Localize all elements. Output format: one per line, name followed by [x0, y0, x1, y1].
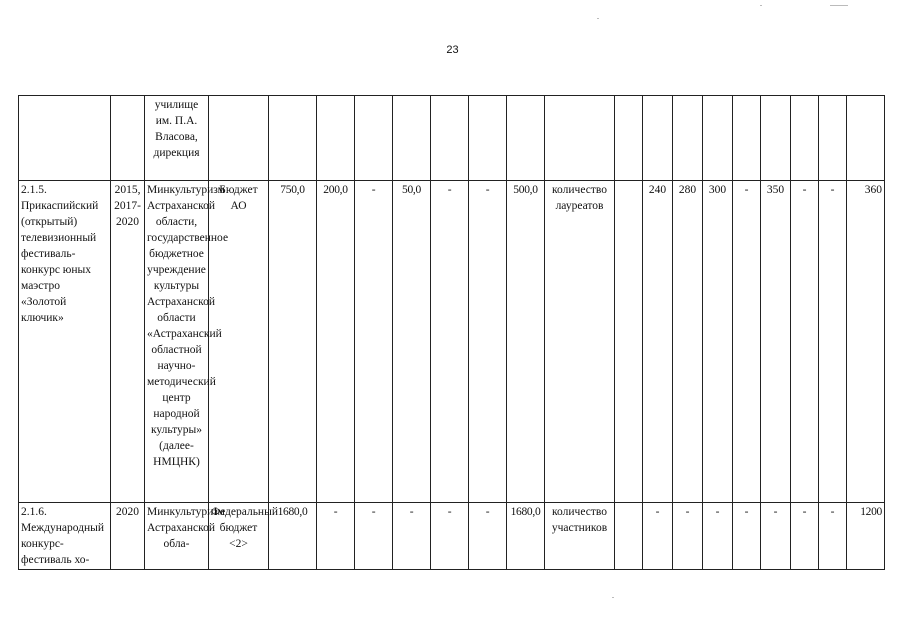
amount-cell: -: [431, 503, 469, 570]
amount-cell: -: [469, 181, 507, 503]
executor-cell: Минкультуризм Астраханской области, государственное бюджетное учреждение культуры Астраханской области «Астраханский областной научно-методический центр народной культуры» (далее-НМЦНК): [145, 181, 209, 503]
indicator-value-cell: 300: [703, 181, 733, 503]
amount-cell: [469, 96, 507, 181]
amount-total-cell: 1680,0: [269, 503, 317, 570]
indicator-cell: количество участников: [545, 503, 615, 570]
amount-cell: 1680,0: [507, 503, 545, 570]
amount-cell: -: [469, 503, 507, 570]
measure-name-cell: [19, 96, 111, 181]
executor-cell: Минкультуризм Астраханской обла-: [145, 503, 209, 570]
indicator-value-cell: [847, 96, 885, 181]
table-row: [19, 181, 885, 503]
indicator-value-cell: 350: [761, 181, 791, 503]
indicator-value-cell: -: [819, 503, 847, 570]
indicator-value-cell: [791, 96, 819, 181]
indicator-value-cell: -: [733, 181, 761, 503]
amount-cell: -: [393, 503, 431, 570]
indicator-value-cell: -: [643, 503, 673, 570]
amount-cell: [507, 96, 545, 181]
indicator-value-cell: [733, 96, 761, 181]
indicator-value-cell: [703, 96, 733, 181]
amount-cell: [317, 96, 355, 181]
indicator-value-cell: 240: [643, 181, 673, 503]
years-cell: 2020: [111, 503, 145, 570]
indicator-value-cell: [615, 503, 643, 570]
indicator-value-cell: -: [819, 181, 847, 503]
amount-cell: [355, 96, 393, 181]
amount-cell: -: [355, 503, 393, 570]
funding-source-cell: Бюджет АО: [209, 181, 269, 503]
indicator-value-cell: -: [703, 503, 733, 570]
measure-name-cell: 2.1.6. Международный конкурс-фестиваль хо-: [19, 503, 111, 570]
indicator-value-cell: [761, 96, 791, 181]
amount-cell: 200,0: [317, 181, 355, 503]
table-row: [19, 503, 885, 570]
indicator-value-cell: [615, 181, 643, 503]
indicator-value-cell: [615, 96, 643, 181]
amount-cell: [393, 96, 431, 181]
funding-source-cell: [209, 96, 269, 181]
indicator-cell: [545, 96, 615, 181]
indicator-value-cell: -: [791, 503, 819, 570]
indicator-value-cell: 1200: [847, 503, 885, 570]
indicator-value-cell: 360: [847, 181, 885, 503]
amount-cell: -: [317, 503, 355, 570]
scan-speck: [597, 18, 599, 19]
indicator-value-cell: [819, 96, 847, 181]
amount-cell: 50,0: [393, 181, 431, 503]
indicator-value-cell: -: [791, 181, 819, 503]
scan-speck: [760, 5, 762, 6]
amount-cell: [431, 96, 469, 181]
amount-total-cell: [269, 96, 317, 181]
scan-speck: [830, 5, 848, 6]
indicator-value-cell: [673, 96, 703, 181]
executor-cell: училище им. П.А. Власова, дирекция: [145, 96, 209, 181]
amount-cell: 500,0: [507, 181, 545, 503]
years-cell: [111, 96, 145, 181]
years-cell: 2015, 2017-2020: [111, 181, 145, 503]
funding-source-cell: Федеральный бюджет <2>: [209, 503, 269, 570]
amount-total-cell: 750,0: [269, 181, 317, 503]
indicator-value-cell: 280: [673, 181, 703, 503]
page-number: 23: [446, 44, 459, 56]
measure-name-cell: 2.1.5. Прикаспийский (открытый) телевизионный фестиваль-конкурс юных маэстро «Золотой ключик»: [19, 181, 111, 503]
amount-cell: -: [355, 181, 393, 503]
scan-speck: [612, 597, 614, 598]
indicator-value-cell: -: [761, 503, 791, 570]
amount-cell: -: [431, 181, 469, 503]
indicator-value-cell: -: [673, 503, 703, 570]
indicator-value-cell: -: [733, 503, 761, 570]
program-measures-table: [18, 95, 885, 570]
table-row: [19, 96, 885, 181]
indicator-cell: количество лауреатов: [545, 181, 615, 503]
indicator-value-cell: [643, 96, 673, 181]
